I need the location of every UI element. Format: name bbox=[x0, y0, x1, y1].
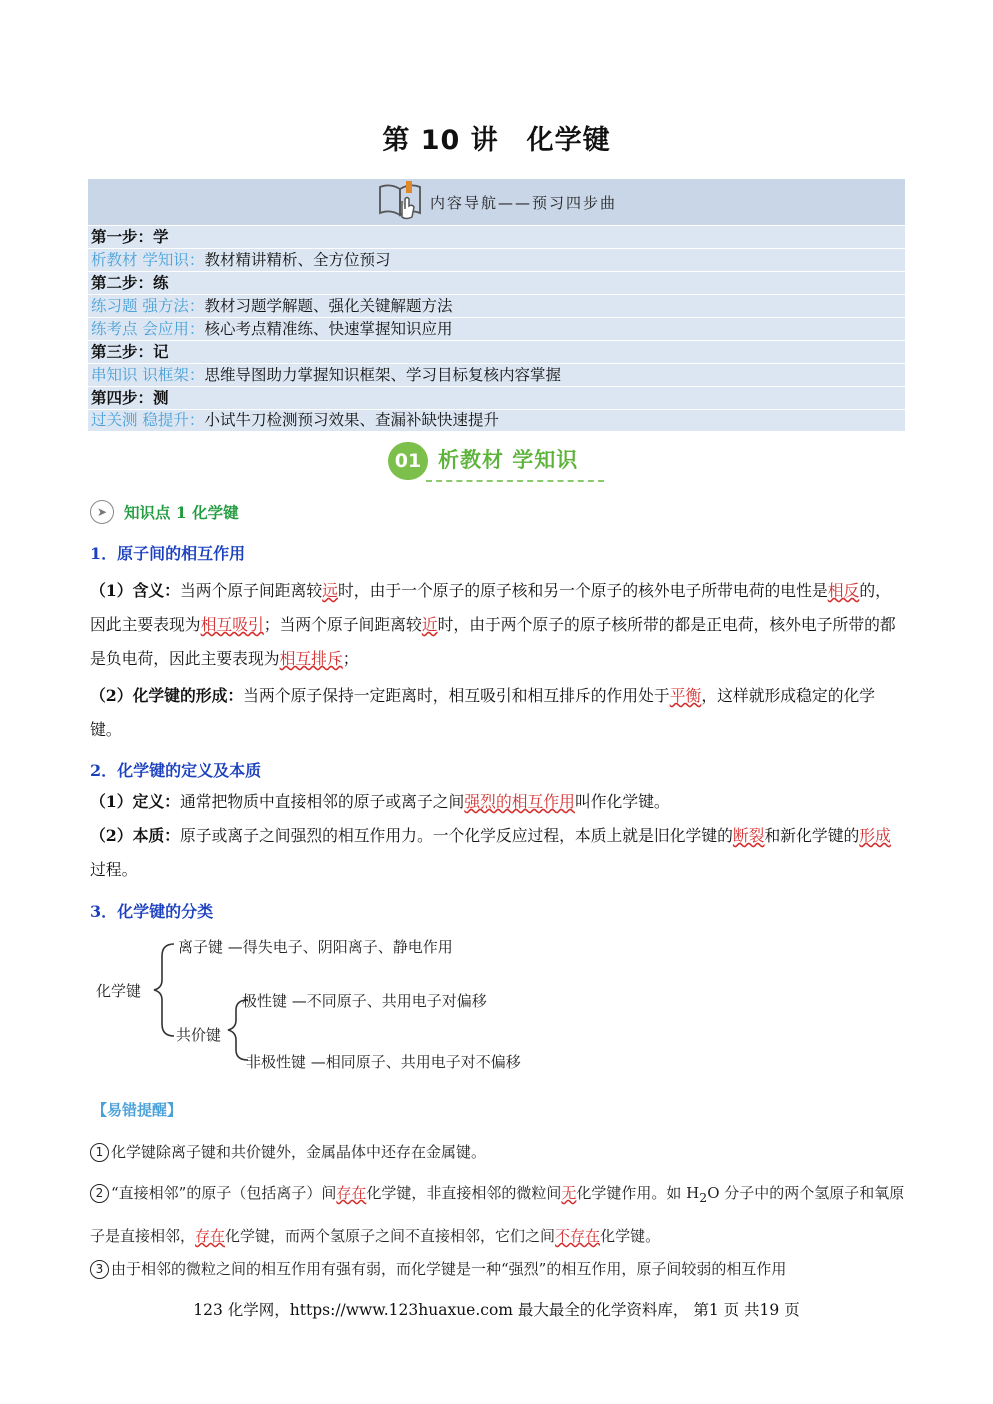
nav-item-framework: 串知识 识框架：思维导图助力掌握知识框架、学习目标复核内容掌握 bbox=[91, 366, 561, 384]
diagram-ionic-bond: 离子键 —得失电子、阴阳离子、静电作用 bbox=[178, 938, 453, 956]
content-navigation-box bbox=[88, 179, 905, 431]
arrow-right-icon: ➤ bbox=[90, 500, 114, 524]
paragraph-meaning: （1）含义：当两个原子间距离较远时，由于一个原子的原子核和另一个原子的核外电子所带电荷的电性是相反的，因此主要表现为相互吸引；当两个原子间距离较近时，由于两个原子的原子核所带的都是正电荷，核外电子所带的都是负电荷，因此主要表现为相互排斥； bbox=[90, 581, 896, 668]
nav-header bbox=[88, 179, 905, 225]
nav-item-exercise: 练习题 强方法：教材习题学解题、强化关键解题方法 bbox=[91, 297, 453, 315]
diagram-nonpolar-bond: 非极性键 —相同原子、共用电子对不偏移 bbox=[246, 1053, 521, 1071]
section-banner bbox=[388, 440, 604, 484]
heading-atom-interaction: 1．原子间的相互作用 bbox=[90, 544, 246, 563]
paragraph-essence: （2）本质：原子或离子之间强烈的相互作用力。一个化学反应过程，本质上就是旧化学键的断裂和新化学键的形成过程。 bbox=[90, 826, 891, 879]
circled-number: 3 bbox=[90, 1260, 109, 1279]
circled-number: 2 bbox=[90, 1184, 109, 1203]
paragraph-definition: （1）定义：通常把物质中直接相邻的原子或离子之间强烈的相互作用叫作化学键。 bbox=[90, 792, 670, 811]
heading-definition: 2．化学键的定义及本质 bbox=[90, 761, 262, 780]
diagram-covalent-bond: 共价键 bbox=[176, 1026, 222, 1044]
nav-step-4: 第四步：测 bbox=[91, 389, 169, 407]
paragraph-bond-formation: （2）化学键的形成：当两个原子保持一定距离时，相互吸引和相互排斥的作用处于平衡，这样就形成稳定的化学键。 bbox=[90, 686, 876, 739]
nav-header-text: 内容导航——预习四步曲 bbox=[430, 193, 618, 212]
nav-item-exam-point: 练考点 会应用：核心考点精准练、快速掌握知识应用 bbox=[91, 320, 453, 338]
note-2: 2 “直接相邻”的原子（包括离子）间存在化学键，非直接相邻的微粒间无化学键作用。如 $H_2O$ 分子中的两个氢原子和氧原子是直接相邻，存在化学键，而两个氢原子之间不直接相邻，它们之间不存在化学键。 bbox=[90, 1184, 905, 1245]
nav-step-1: 第一步：学 bbox=[91, 228, 169, 246]
knowledge-point-heading: ➤ 知识点 1 化学键 bbox=[90, 499, 239, 525]
note-3: 3 由于相邻的微粒之间的相互作用有强有弱，而化学键是一种“强烈”的相互作用，原子间较弱的相互作用 bbox=[90, 1250, 905, 1288]
circled-number: 1 bbox=[90, 1143, 109, 1162]
note-1: 1 化学键除离子键和共价键外，金属晶体中还存在金属键。 bbox=[90, 1133, 905, 1171]
page-title: 第 10 讲 化学键 bbox=[382, 125, 611, 156]
nav-item-study: 析教材 学知识：教材精讲精析、全方位预习 bbox=[91, 251, 391, 269]
nav-item-test: 过关测 稳提升：小试牛刀检测预习效果、查漏补缺快速提升 bbox=[91, 411, 499, 429]
error-reminder-title: 【易错提醒】 bbox=[92, 1101, 183, 1119]
nav-step-2: 第二步：练 bbox=[91, 274, 169, 292]
heading-classification: 3．化学键的分类 bbox=[90, 902, 214, 921]
section-number-badge: 01 bbox=[388, 442, 428, 480]
diagram-polar-bond: 极性键 —不同原子、共用电子对偏移 bbox=[242, 992, 487, 1010]
section-title: 析教材 学知识 bbox=[438, 448, 579, 472]
section-underline bbox=[426, 480, 604, 482]
nav-step-3: 第三步：记 bbox=[91, 343, 169, 361]
diagram-root: 化学键 bbox=[96, 982, 142, 1000]
book-hand-icon bbox=[376, 179, 426, 225]
page-footer: 123 化学网，https://www.123huaxue.com 最大最全的化学资料库， 第1 页 共19 页 bbox=[193, 1301, 800, 1319]
bond-classification-diagram bbox=[96, 928, 556, 1078]
